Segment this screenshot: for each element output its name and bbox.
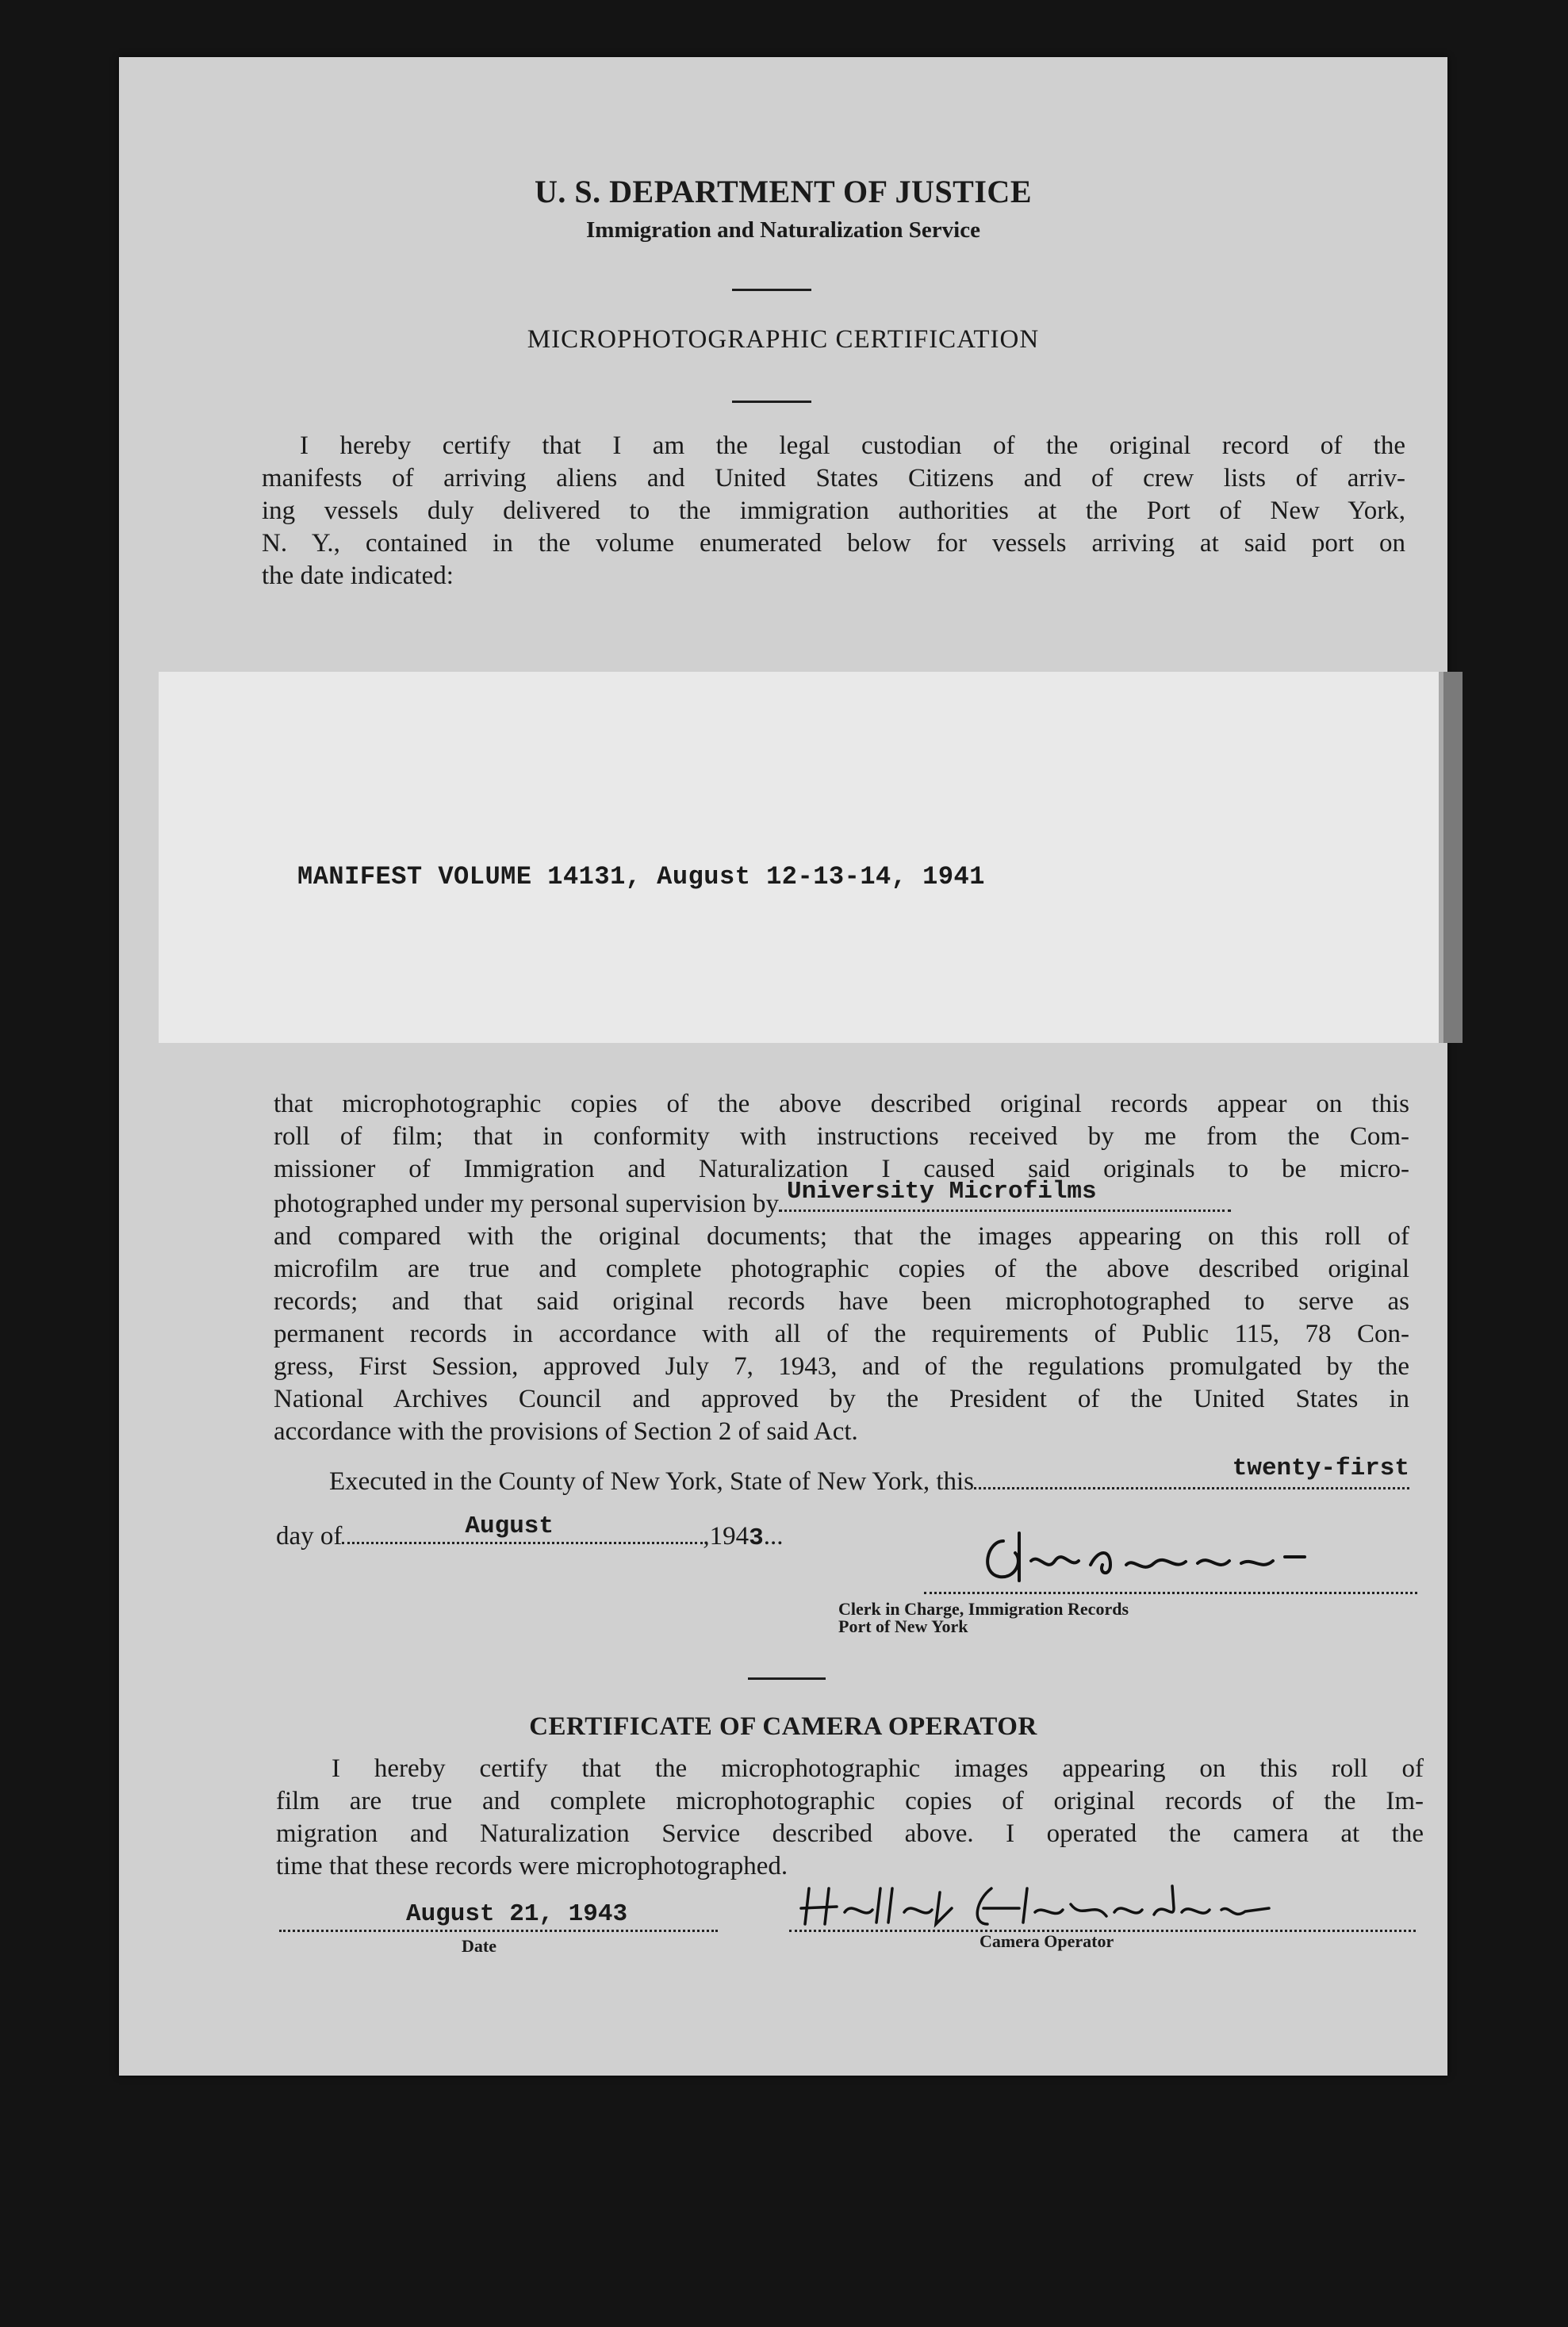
body-line: roll of film; that in conformity with instructions received by me from the Com- — [274, 1122, 1409, 1151]
body-line: microfilm are true and complete photographic copies of the above described original — [274, 1255, 1409, 1283]
manifest-volume-text: MANIFEST VOLUME 14131, August 12-13-14, 1941 — [297, 862, 985, 891]
intro-line: I hereby certify that I am the legal custodian of the original record of the — [300, 431, 1405, 460]
divider — [732, 289, 811, 291]
manifest-volume-strip — [159, 672, 1463, 1043]
clerk-title-line2: Port of New York — [838, 1616, 968, 1636]
clerk-signature — [924, 1530, 1417, 1594]
body-paragraph — [274, 1088, 1409, 1448]
intro-line: ing vessels duly delivered to the immigration authorities at the Port of New York, — [262, 496, 1405, 525]
divider — [748, 1677, 826, 1680]
supervision-line — [274, 1178, 1409, 1221]
body-line: that microphotographic copies of the above described original records appear on this — [274, 1090, 1409, 1118]
body-line: National Archives Council and approved by the President of the United States in — [274, 1385, 1409, 1413]
operator-signature-mark — [793, 1877, 1317, 1932]
body-line: and compared with the original documents; that the images appearing on this roll of — [274, 1222, 1409, 1251]
certificate-page — [119, 57, 1447, 2076]
executed-day-value: twenty-first — [1232, 1455, 1409, 1482]
intro-line: the date indicated: — [262, 562, 454, 590]
month-value: August — [465, 1512, 554, 1540]
year-prefix: 194 — [709, 1522, 749, 1551]
day-of-line — [276, 1512, 784, 1552]
supervision-prefix: photographed under my personal supervision by — [274, 1190, 779, 1218]
supervision-value: University Microfilms — [786, 1178, 1097, 1206]
certification-title: MICROPHOTOGRAPHIC CERTIFICATION — [527, 325, 1040, 354]
divider — [732, 401, 811, 403]
executed-line — [329, 1455, 1409, 1497]
camera-operator-heading: CERTIFICATE OF CAMERA OPERATOR — [529, 1712, 1037, 1741]
date-label: Date — [462, 1936, 496, 1956]
camera-operator-label: Camera Operator — [980, 1931, 1114, 1951]
intro-line: manifests of arriving aliens and United States Citizens and of crew lists of arriv- — [262, 464, 1405, 493]
year-dots: ... — [763, 1522, 784, 1551]
body-line: records; and that said original records have been microphotographed to serve as — [274, 1287, 1409, 1316]
body-line: accordance with the provisions of Section 2 of said Act. — [274, 1417, 858, 1446]
intro-paragraph — [262, 430, 1405, 592]
year-comma: , — [703, 1522, 710, 1551]
executed-day-fill — [974, 1455, 1409, 1489]
year-digit: 3 — [749, 1524, 764, 1552]
intro-line: N. Y., contained in the volume enumerated below for vessels arriving at said port on — [262, 529, 1405, 558]
department-heading: U. S. DEPARTMENT OF JUSTICE — [535, 174, 1032, 209]
clerk-title-line1: Clerk in Charge, Immigration Records — [838, 1599, 1129, 1619]
clerk-signature-mark — [972, 1525, 1416, 1589]
date-value: August 21, 1943 — [406, 1900, 628, 1928]
service-subheading: Immigration and Naturalization Service — [586, 217, 980, 243]
camera-line: time that these records were microphotographed. — [276, 1852, 788, 1880]
camera-paragraph — [276, 1753, 1424, 1883]
executed-prefix: Executed in the County of New York, State of New York, this — [329, 1467, 975, 1496]
month-fill — [342, 1512, 703, 1544]
camera-line: migration and Naturalization Service described above. I operated the camera at the — [276, 1819, 1424, 1848]
day-of-label: day of — [276, 1522, 343, 1551]
body-line: missioner of Immigration and Naturalization I caused said originals to be micro- — [274, 1155, 1409, 1183]
body-line: permanent records in accordance with all of the requirements of Public 115, 78 Con- — [274, 1320, 1409, 1348]
date-fill — [279, 1901, 718, 1932]
operator-signature — [789, 1881, 1416, 1932]
supervision-fill — [779, 1178, 1231, 1212]
camera-line: film are true and complete microphotographic copies of original records of the Im- — [276, 1787, 1424, 1815]
body-line: gress, First Session, approved July 7, 1943, and of the regulations promulgated by the — [274, 1352, 1409, 1381]
camera-line: I hereby certify that the microphotographic images appearing on this roll of — [332, 1754, 1424, 1783]
